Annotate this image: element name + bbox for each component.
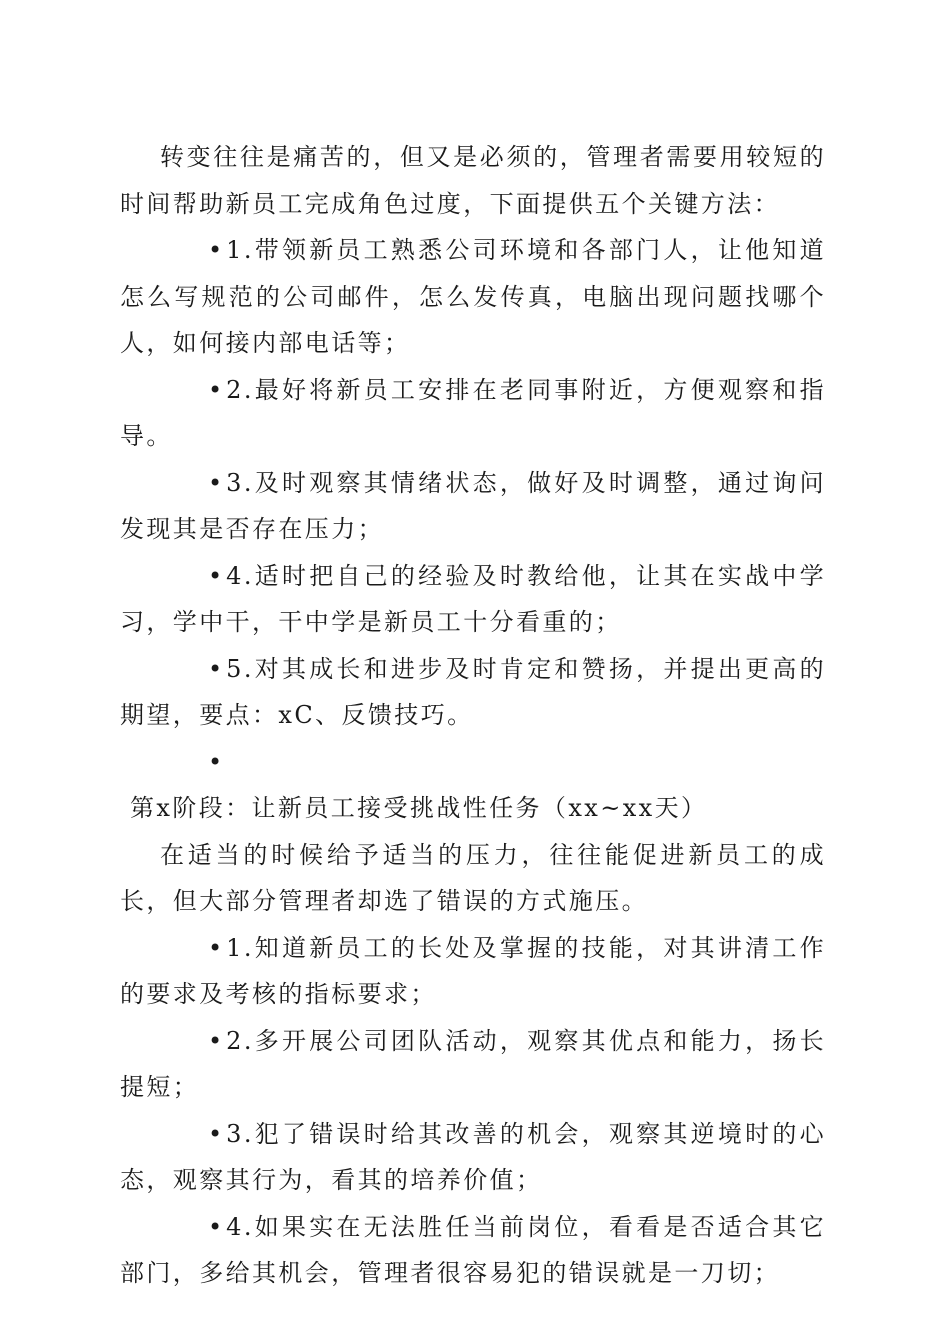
bullet-icon: • — [208, 747, 223, 776]
list-item — [120, 1204, 826, 1297]
list-item-text: 1.带领新员工熟悉公司环境和各部门人，让他知道怎么写规范的公司邮件，怎么发传真，电脑出现问题找哪个人，如何接内部电话等； — [120, 236, 826, 357]
list-item-text: 4.如果实在无法胜任当前岗位，看看是否适合其它部门，多给其机会，管理者很容易犯的错误就是一刀切； — [120, 1212, 826, 1287]
bullet-icon: • — [208, 375, 223, 404]
section1-intro: 转变往往是痛苦的，但又是必须的，管理者需要用较短的时间帮助新员工完成角色过度，下面提供五个关键方法： — [120, 143, 826, 218]
section2-heading: 第x阶段：让新员工接受挑战性任务（xx~xx天） — [130, 794, 708, 822]
list-item — [120, 1018, 826, 1111]
list-item — [120, 367, 826, 460]
list-item-text: 2.最好将新员工安排在老同事附近，方便观察和指导。 — [120, 375, 826, 450]
list-item — [120, 460, 826, 553]
section2-intro: 在适当的时候给予适当的压力，往往能促进新员工的成长，但大部分管理者却选了错误的方式施压。 — [120, 840, 826, 915]
list-item — [120, 553, 826, 646]
bullet-icon: • — [208, 1212, 223, 1241]
list-item — [120, 227, 826, 367]
bullet-icon: • — [208, 933, 223, 962]
bullet-icon: • — [208, 468, 223, 497]
bullet-icon: • — [208, 561, 223, 590]
bullet-icon: • — [208, 1119, 223, 1148]
list-item-text: 3.犯了错误时给其改善的机会，观察其逆境时的心态，观察其行为，看其的培养价值； — [120, 1119, 826, 1194]
bullet-icon: • — [208, 1026, 223, 1055]
list-item — [120, 1111, 826, 1204]
list-item — [120, 646, 826, 739]
document-body — [120, 134, 826, 1297]
list-item — [120, 925, 826, 1018]
empty-list-item — [120, 739, 826, 786]
list-item-text: 1.知道新员工的长处及掌握的技能，对其讲清工作的要求及考核的指标要求； — [120, 933, 826, 1008]
list-item-text: 2.多开展公司团队活动，观察其优点和能力，扬长提短； — [120, 1026, 826, 1101]
list-item-text: 4.适时把自己的经验及时教给他，让其在实战中学习，学中干，干中学是新员工十分看重的； — [120, 561, 826, 636]
list-item-text: 5.对其成长和进步及时肯定和赞扬，并提出更高的期望，要点：xC、反馈技巧。 — [120, 654, 826, 729]
bullet-icon: • — [208, 654, 223, 683]
list-item-text: 3.及时观察其情绪状态，做好及时调整，通过询问发现其是否存在压力； — [120, 468, 826, 543]
bullet-icon: • — [208, 236, 223, 264]
